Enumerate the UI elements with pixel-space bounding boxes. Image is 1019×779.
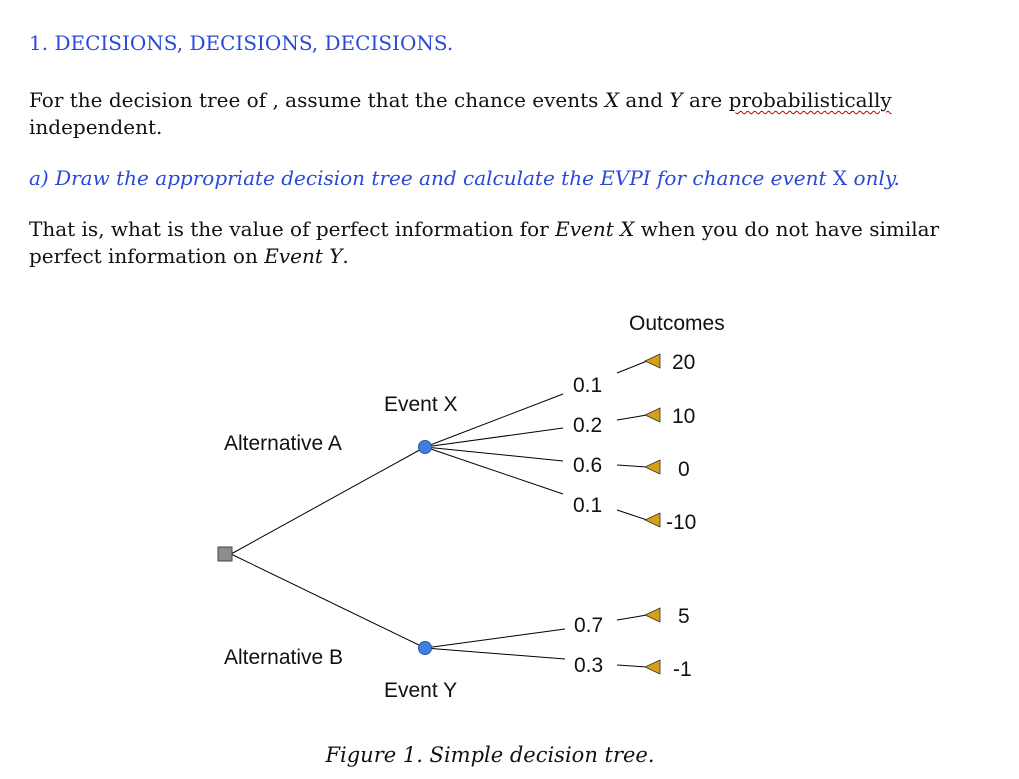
connector-2 bbox=[617, 415, 647, 420]
outcome-value-1: 20 bbox=[672, 351, 696, 374]
alternative-a-label: Alternative A bbox=[224, 432, 342, 455]
outcome-value-2: 10 bbox=[672, 405, 696, 428]
statement-and: and bbox=[619, 88, 670, 112]
chance-node-event-y bbox=[419, 642, 432, 655]
outcome-value-6: -1 bbox=[673, 658, 692, 681]
outcome-value-5: 5 bbox=[678, 605, 690, 628]
figure-caption: Figure 1. Simple decision tree. bbox=[325, 743, 655, 767]
terminal-triangle-1 bbox=[645, 354, 660, 368]
connector-6 bbox=[617, 665, 647, 667]
connector-5 bbox=[617, 615, 647, 620]
clarification-mid: when you do not have similar perfect information on bbox=[29, 217, 940, 268]
event-x-branch-2 bbox=[425, 428, 563, 447]
event-y-branch-1 bbox=[425, 629, 565, 648]
outcome-value-4: -10 bbox=[666, 511, 697, 534]
outcome-value-3: 0 bbox=[678, 458, 690, 481]
clarification-lead: That is, what is the value of perfect information for bbox=[29, 217, 556, 241]
terminal-triangle-5 bbox=[645, 608, 660, 622]
terminal-triangle-4 bbox=[645, 513, 660, 527]
terminal-triangle-3 bbox=[645, 460, 660, 474]
alternative-b-label: Alternative B bbox=[224, 646, 344, 669]
event-y-var: Y bbox=[669, 88, 683, 112]
statement-mid: are bbox=[682, 88, 729, 112]
question-heading: 1. DECISIONS, DECISIONS, DECISIONS. bbox=[29, 31, 454, 55]
connector-1 bbox=[617, 361, 647, 373]
probability-y-1: 0.7 bbox=[574, 614, 604, 637]
statement-tail: independent. bbox=[29, 115, 163, 139]
outcomes-header: Outcomes bbox=[629, 312, 725, 335]
clarification-event-x: Event X bbox=[555, 217, 635, 241]
event-x-label: Event X bbox=[384, 393, 458, 416]
connector-4 bbox=[617, 510, 647, 520]
probability-y-2: 0.3 bbox=[574, 654, 604, 677]
connector-3 bbox=[617, 465, 647, 467]
terminal-triangle-2 bbox=[645, 408, 660, 422]
part-a-suffix: only. bbox=[847, 166, 900, 190]
event-x-var: X bbox=[604, 88, 620, 112]
branch-alternative-a bbox=[231, 447, 425, 554]
probability-x-4: 0.1 bbox=[573, 494, 603, 517]
decision-node-square bbox=[218, 547, 232, 561]
part-a-prefix: a) Draw the appropriate decision tree and calculate the EVPI for chance event bbox=[29, 166, 833, 190]
event-y-label: Event Y bbox=[384, 679, 458, 702]
spellcheck-word: probabilistically bbox=[728, 88, 892, 112]
clarification-event-y: Event Y bbox=[264, 244, 343, 268]
chance-node-event-x bbox=[419, 441, 432, 454]
branch-alternative-b bbox=[231, 554, 425, 648]
event-y-branch-2 bbox=[425, 648, 565, 659]
terminal-triangle-6 bbox=[645, 660, 660, 674]
probability-x-1: 0.1 bbox=[573, 374, 603, 397]
part-a-event-x: X bbox=[832, 166, 848, 190]
statement-lead: For the decision tree of , assume that the chance events bbox=[29, 88, 605, 112]
probability-x-3: 0.6 bbox=[573, 454, 603, 477]
clarification-tail: . bbox=[342, 244, 349, 268]
probability-x-2: 0.2 bbox=[573, 414, 603, 437]
